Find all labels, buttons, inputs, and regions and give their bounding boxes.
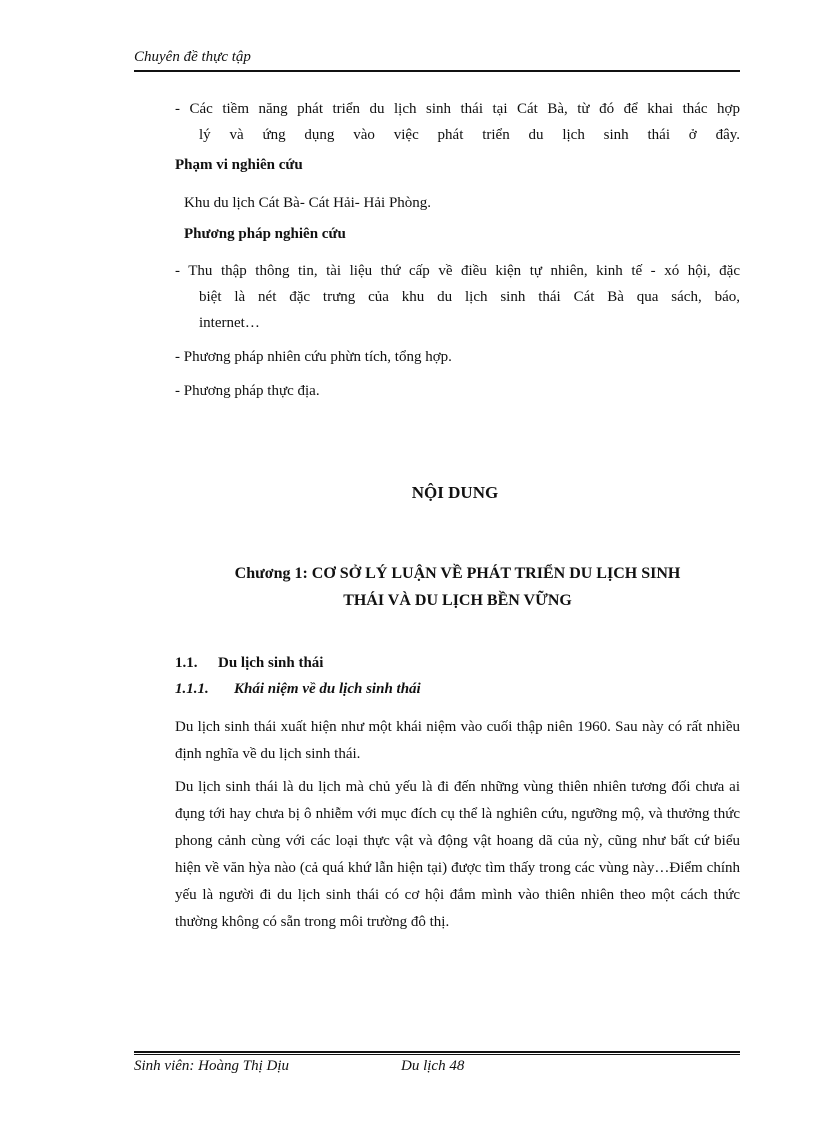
footer-rule-bottom <box>134 1054 740 1055</box>
method-item-1-line1: - Thu thập thông tin, tài liệu thứ cấp về điều kiện tự nhiên, kinh tế - xó hội, đặc <box>175 263 740 279</box>
chapter-title-line2: THÁI VÀ DU LỊCH BỀN VỮNG <box>343 592 572 609</box>
footer-class: Du lịch 48 <box>401 1058 465 1074</box>
content-title: NỘI DUNG <box>411 483 499 502</box>
header-rule <box>134 70 740 72</box>
paragraph-2-text: Du lịch sinh thái là du lịch mà chủ yếu là đi đến những vùng thiên nhiên tương đối chưa ai đụng tới hay chưa bị ô nhiễm với mục đích cụ thể là nghiên cứu, ngưỡng mộ, và thưởng thức phong cảnh cùng với các loại thực vật và động vật hoang dã của nỳ, cũng như bất cứ biểu hiện về văn hỳa nào (cả quá khứ lẫn hiện tại) được tìm thấy trong các vùng này…Điểm chính yếu là người đi du lịch sinh thái có cơ hội đắm mình vào thiên nhiên theo một cách thức thường không có sẵn trong môi trường đô thị. <box>175 779 740 930</box>
method-item-1-line2: biệt là nét đặc trưng của khu du lịch sinh thái Cát Bà qua sách, báo, <box>199 289 740 305</box>
scope-text: Khu du lịch Cát Bà- Cát Hải- Hải Phòng. <box>184 195 432 211</box>
method-item-3: - Phương pháp thực địa. <box>175 383 320 399</box>
footer-rule-top <box>134 1051 740 1053</box>
method-heading: Phương pháp nghiên cứu <box>184 226 346 242</box>
page-header-title: Chuyên đề thực tập <box>134 49 251 65</box>
bullet-potential-line1: - Các tiềm năng phát triển du lịch sinh thái tại Cát Bà, từ đó để khai thác hợp <box>175 101 740 117</box>
paragraph-2 <box>175 774 740 936</box>
scope-heading: Phạm vi nghiên cứu <box>175 157 303 173</box>
method-item-1-line3: internet… <box>199 315 260 331</box>
bullet-potential-line2: lý và ứng dụng vào việc phát triển du lịch sinh thái ở đây. <box>199 127 740 143</box>
paragraph-1-text: Du lịch sinh thái xuất hiện như một khái niệm vào cuối thập niên 1960. Sau này có rất nhiều định nghĩa về du lịch sinh thái. <box>175 719 740 762</box>
footer-student-name: Sinh viên: Hoàng Thị Dịu <box>134 1058 289 1074</box>
paragraph-1 <box>175 714 740 768</box>
section-number: 1.1. <box>175 655 198 671</box>
method-item-2: - Phương pháp nhiên cứu phừn tích, tổng hợp. <box>175 349 452 365</box>
subsection-number: 1.1.1. <box>175 681 209 697</box>
section-title: Du lịch sinh thái <box>218 655 324 671</box>
subsection-title: Khái niệm về du lịch sinh thái <box>234 681 421 697</box>
chapter-title-line1: Chương 1: CƠ SỞ LÝ LUẬN VỀ PHÁT TRIỂN DU LỊCH SINH <box>234 565 681 582</box>
